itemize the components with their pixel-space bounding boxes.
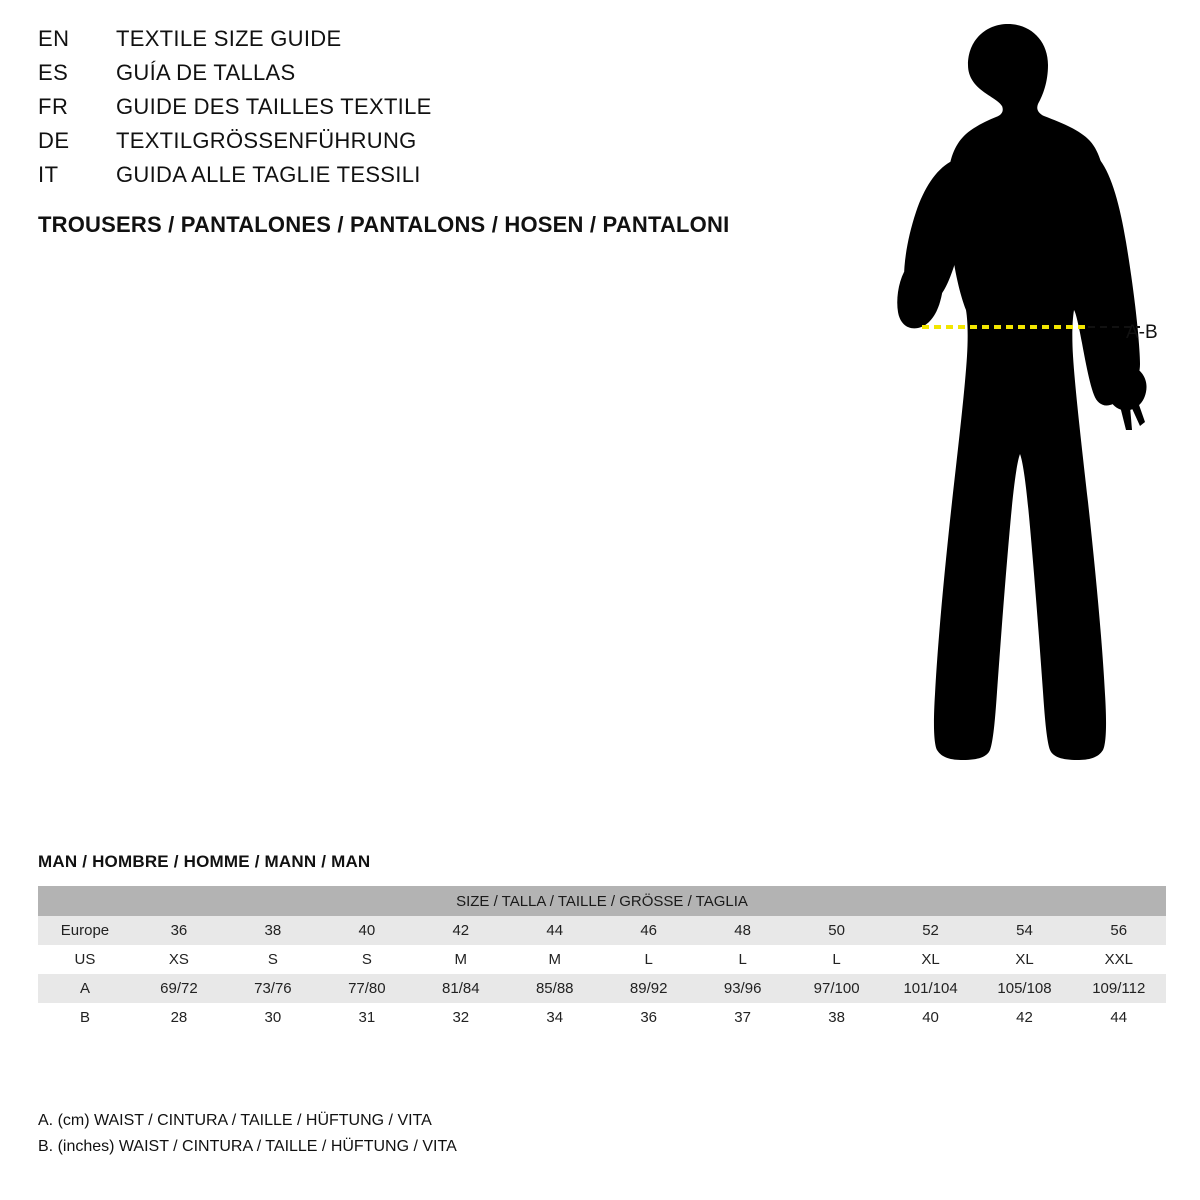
row-label: US	[38, 945, 132, 974]
table-cell: 97/100	[790, 974, 884, 1003]
table-cell: 85/88	[508, 974, 602, 1003]
language-code: IT	[38, 162, 59, 187]
footnote-b: B. (inches) WAIST / CINTURA / TAILLE / HÜFTUNG / VITA	[38, 1138, 457, 1155]
garment-type-title: TROUSERS / PANTALONES / PANTALONS / HOSEN / PANTALONI	[38, 212, 730, 237]
table-cell: 28	[132, 1003, 226, 1032]
table-cell: 46	[602, 916, 696, 945]
figure-illustration	[800, 10, 1200, 810]
table-cell: XL	[884, 945, 978, 974]
table-cell: 52	[884, 916, 978, 945]
table-cell: 32	[414, 1003, 508, 1032]
table-cell: 31	[320, 1003, 414, 1032]
table-row	[38, 1003, 1166, 1032]
table-cell: 54	[978, 916, 1072, 945]
table-cell: 109/112	[1071, 974, 1166, 1003]
language-title: GUÍA DE TALLAS	[116, 60, 296, 85]
table-cell: 101/104	[884, 974, 978, 1003]
table-cell: S	[226, 945, 320, 974]
table-cell: 34	[508, 1003, 602, 1032]
language-code: DE	[38, 128, 70, 153]
table-row	[38, 945, 1166, 974]
table-cell: M	[414, 945, 508, 974]
language-header	[38, 26, 798, 238]
table-header-row	[38, 886, 1166, 916]
language-code: FR	[38, 94, 69, 119]
table-cell: L	[790, 945, 884, 974]
size-table-section	[38, 852, 1166, 1032]
table-cell: 30	[226, 1003, 320, 1032]
table-cell: 89/92	[602, 974, 696, 1003]
table-cell: S	[320, 945, 414, 974]
table-cell: 73/76	[226, 974, 320, 1003]
table-cell: L	[696, 945, 790, 974]
table-cell: 36	[602, 1003, 696, 1032]
man-silhouette-icon	[800, 10, 1200, 810]
table-cell: 44	[508, 916, 602, 945]
language-title: GUIDE DES TAILLES TEXTILE	[116, 94, 432, 119]
table-cell: L	[602, 945, 696, 974]
table-header-label: SIZE / TALLA / TAILLE / GRÖSSE / TAGLIA	[38, 886, 1166, 916]
language-title: TEXTILGRÖSSENFÜHRUNG	[116, 128, 417, 153]
table-cell: 56	[1071, 916, 1166, 945]
language-title: GUIDA ALLE TAGLIE TESSILI	[116, 162, 421, 187]
size-table	[38, 886, 1166, 1032]
row-label: Europe	[38, 916, 132, 945]
table-cell: 48	[696, 916, 790, 945]
table-cell: 77/80	[320, 974, 414, 1003]
table-cell: 40	[320, 916, 414, 945]
row-label: A	[38, 974, 132, 1003]
table-cell: XL	[978, 945, 1072, 974]
table-cell: XXL	[1071, 945, 1166, 974]
table-cell: 69/72	[132, 974, 226, 1003]
table-cell: M	[508, 945, 602, 974]
language-row	[38, 162, 798, 196]
language-code: EN	[38, 26, 70, 51]
table-cell: 93/96	[696, 974, 790, 1003]
language-row	[38, 128, 798, 162]
footnote-a: A. (cm) WAIST / CINTURA / TAILLE / HÜFTUNG / VITA	[38, 1112, 432, 1129]
table-cell: 105/108	[978, 974, 1072, 1003]
language-row	[38, 94, 798, 128]
table-cell: 36	[132, 916, 226, 945]
language-row	[38, 26, 798, 60]
table-row	[38, 974, 1166, 1003]
language-code: ES	[38, 60, 69, 85]
row-label: B	[38, 1003, 132, 1032]
table-cell: 44	[1071, 1003, 1166, 1032]
table-row	[38, 916, 1166, 945]
language-row	[38, 60, 798, 94]
table-cell: 42	[978, 1003, 1072, 1032]
language-title: TEXTILE SIZE GUIDE	[116, 26, 342, 51]
table-cell: 37	[696, 1003, 790, 1032]
table-cell: 40	[884, 1003, 978, 1032]
measure-label-ab: A-B	[1126, 322, 1158, 343]
gender-title: MAN / HOMBRE / HOMME / MANN / MAN	[38, 852, 371, 871]
table-cell: 42	[414, 916, 508, 945]
table-cell: 38	[790, 1003, 884, 1032]
table-cell: 38	[226, 916, 320, 945]
table-cell: XS	[132, 945, 226, 974]
table-cell: 81/84	[414, 974, 508, 1003]
footnotes	[38, 1108, 938, 1160]
table-cell: 50	[790, 916, 884, 945]
